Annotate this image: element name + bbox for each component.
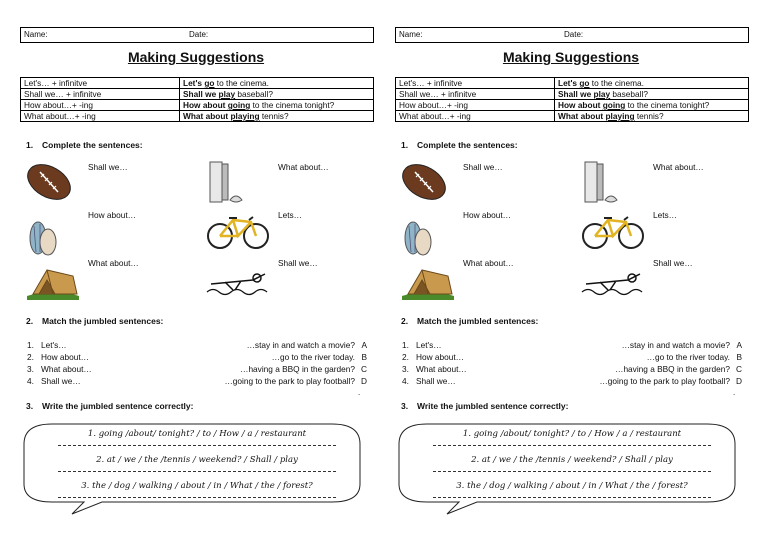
tent-icon: [400, 262, 456, 300]
name-date-box: [20, 27, 374, 43]
rule-form: Shall we… + infinitve: [21, 89, 180, 100]
swimmer-icon: [205, 270, 273, 300]
table-row: [396, 111, 749, 122]
table-row: [396, 78, 749, 89]
picture-label: What about…: [463, 258, 514, 268]
picture-label: Shall we…: [653, 258, 693, 268]
section-3-heading: 3. Write the jumbled sentence correctly:: [401, 401, 569, 411]
swimmer-icon: [580, 270, 648, 300]
bicycle-icon: [580, 214, 646, 250]
match-list: [27, 339, 367, 387]
list-item: 3. the / dog / walking / about / in / What / the / forest?: [52, 480, 342, 506]
rule-example: How about going to the cinema tonight?: [180, 100, 374, 111]
rule-form: What about…+ -ing: [396, 111, 555, 122]
picture-label: Lets…: [278, 210, 302, 220]
picture-label: Shall we…: [278, 258, 318, 268]
table-row: [396, 89, 749, 100]
rule-example: What about playing tennis?: [180, 111, 374, 122]
list-item: 1. going /about/ tonight? / to / How / a / restaurant: [52, 428, 342, 454]
list-item: 2. How about… …go to the river today. B: [27, 352, 367, 362]
table-row: [21, 89, 374, 100]
date-label: Date:: [189, 30, 209, 39]
shells-icon: [26, 214, 62, 258]
game-console-icon: [206, 160, 246, 208]
bicycle-icon: [205, 214, 271, 250]
rule-example: How about going to the cinema tonight?: [555, 100, 749, 111]
table-row: [21, 100, 374, 111]
rules-table: [20, 77, 374, 122]
name-date-box: [395, 27, 749, 43]
list-item: 4. Shall we… …going to the park to play football? D: [402, 376, 742, 386]
picture-label: Shall we…: [463, 162, 503, 172]
football-icon: [399, 158, 449, 206]
rule-example: Let's go to the cinema.: [180, 78, 374, 89]
trailing-dot: .: [358, 388, 361, 397]
picture-label: What about…: [653, 162, 704, 172]
list-item: 3. the / dog / walking / about / in / What / the / forest?: [427, 480, 717, 506]
picture-label: What about…: [278, 162, 329, 172]
page-title: Making Suggestions: [127, 49, 265, 65]
table-row: [21, 78, 374, 89]
shells-icon: [401, 214, 437, 258]
section-1-heading: 1. Complete the sentences:: [26, 140, 143, 150]
section-2-heading: 2. Match the jumbled sentences:: [401, 316, 539, 326]
list-item: 4. Shall we… …going to the park to play football? D: [27, 376, 367, 386]
football-icon: [24, 158, 74, 206]
list-item: 1. going /about/ tonight? / to / How / a / restaurant: [427, 428, 717, 454]
rule-example: What about playing tennis?: [555, 111, 749, 122]
picture-label: Lets…: [653, 210, 677, 220]
picture-label: How about…: [463, 210, 511, 220]
name-label: Name:: [24, 30, 48, 39]
list-item: 3. What about… …having a BBQ in the garden? C: [402, 364, 742, 374]
name-label: Name:: [399, 30, 423, 39]
match-list: [402, 339, 742, 387]
section-1-heading: 1. Complete the sentences:: [401, 140, 518, 150]
worksheet-right: [395, 0, 755, 543]
rules-table: [395, 77, 749, 122]
rule-form: Let's… + infinitve: [21, 78, 180, 89]
worksheet-left: [20, 0, 380, 543]
rule-form: Let's… + infinitve: [396, 78, 555, 89]
trailing-dot: .: [733, 388, 736, 397]
table-row: [396, 100, 749, 111]
rule-example: Let's go to the cinema.: [555, 78, 749, 89]
rule-form: How about…+ -ing: [396, 100, 555, 111]
section-2-heading: 2. Match the jumbled sentences:: [26, 316, 164, 326]
list-item: 2. at / we / the /tennis / weekend? / Shall / play: [427, 454, 717, 480]
list-item: 2. at / we / the /tennis / weekend? / Shall / play: [52, 454, 342, 480]
section-3-heading: 3. Write the jumbled sentence correctly:: [26, 401, 194, 411]
rule-example: Shall we play baseball?: [180, 89, 374, 100]
list-item: 1. Let's… …stay in and watch a movie? A: [27, 340, 367, 350]
picture-label: What about…: [88, 258, 139, 268]
rule-form: How about…+ -ing: [21, 100, 180, 111]
rule-form: What about…+ -ing: [21, 111, 180, 122]
game-console-icon: [581, 160, 621, 208]
jumbled-sentences: [427, 428, 717, 506]
picture-label: How about…: [88, 210, 136, 220]
list-item: 2. How about… …go to the river today. B: [402, 352, 742, 362]
rule-form: Shall we… + infinitve: [396, 89, 555, 100]
rule-example: Shall we play baseball?: [555, 89, 749, 100]
tent-icon: [25, 262, 81, 300]
list-item: 1. Let's… …stay in and watch a movie? A: [402, 340, 742, 350]
jumbled-sentences: [52, 428, 342, 506]
date-label: Date:: [564, 30, 584, 39]
picture-label: Shall we…: [88, 162, 128, 172]
table-row: [21, 111, 374, 122]
page-title: Making Suggestions: [502, 49, 640, 65]
list-item: 3. What about… …having a BBQ in the garden? C: [27, 364, 367, 374]
